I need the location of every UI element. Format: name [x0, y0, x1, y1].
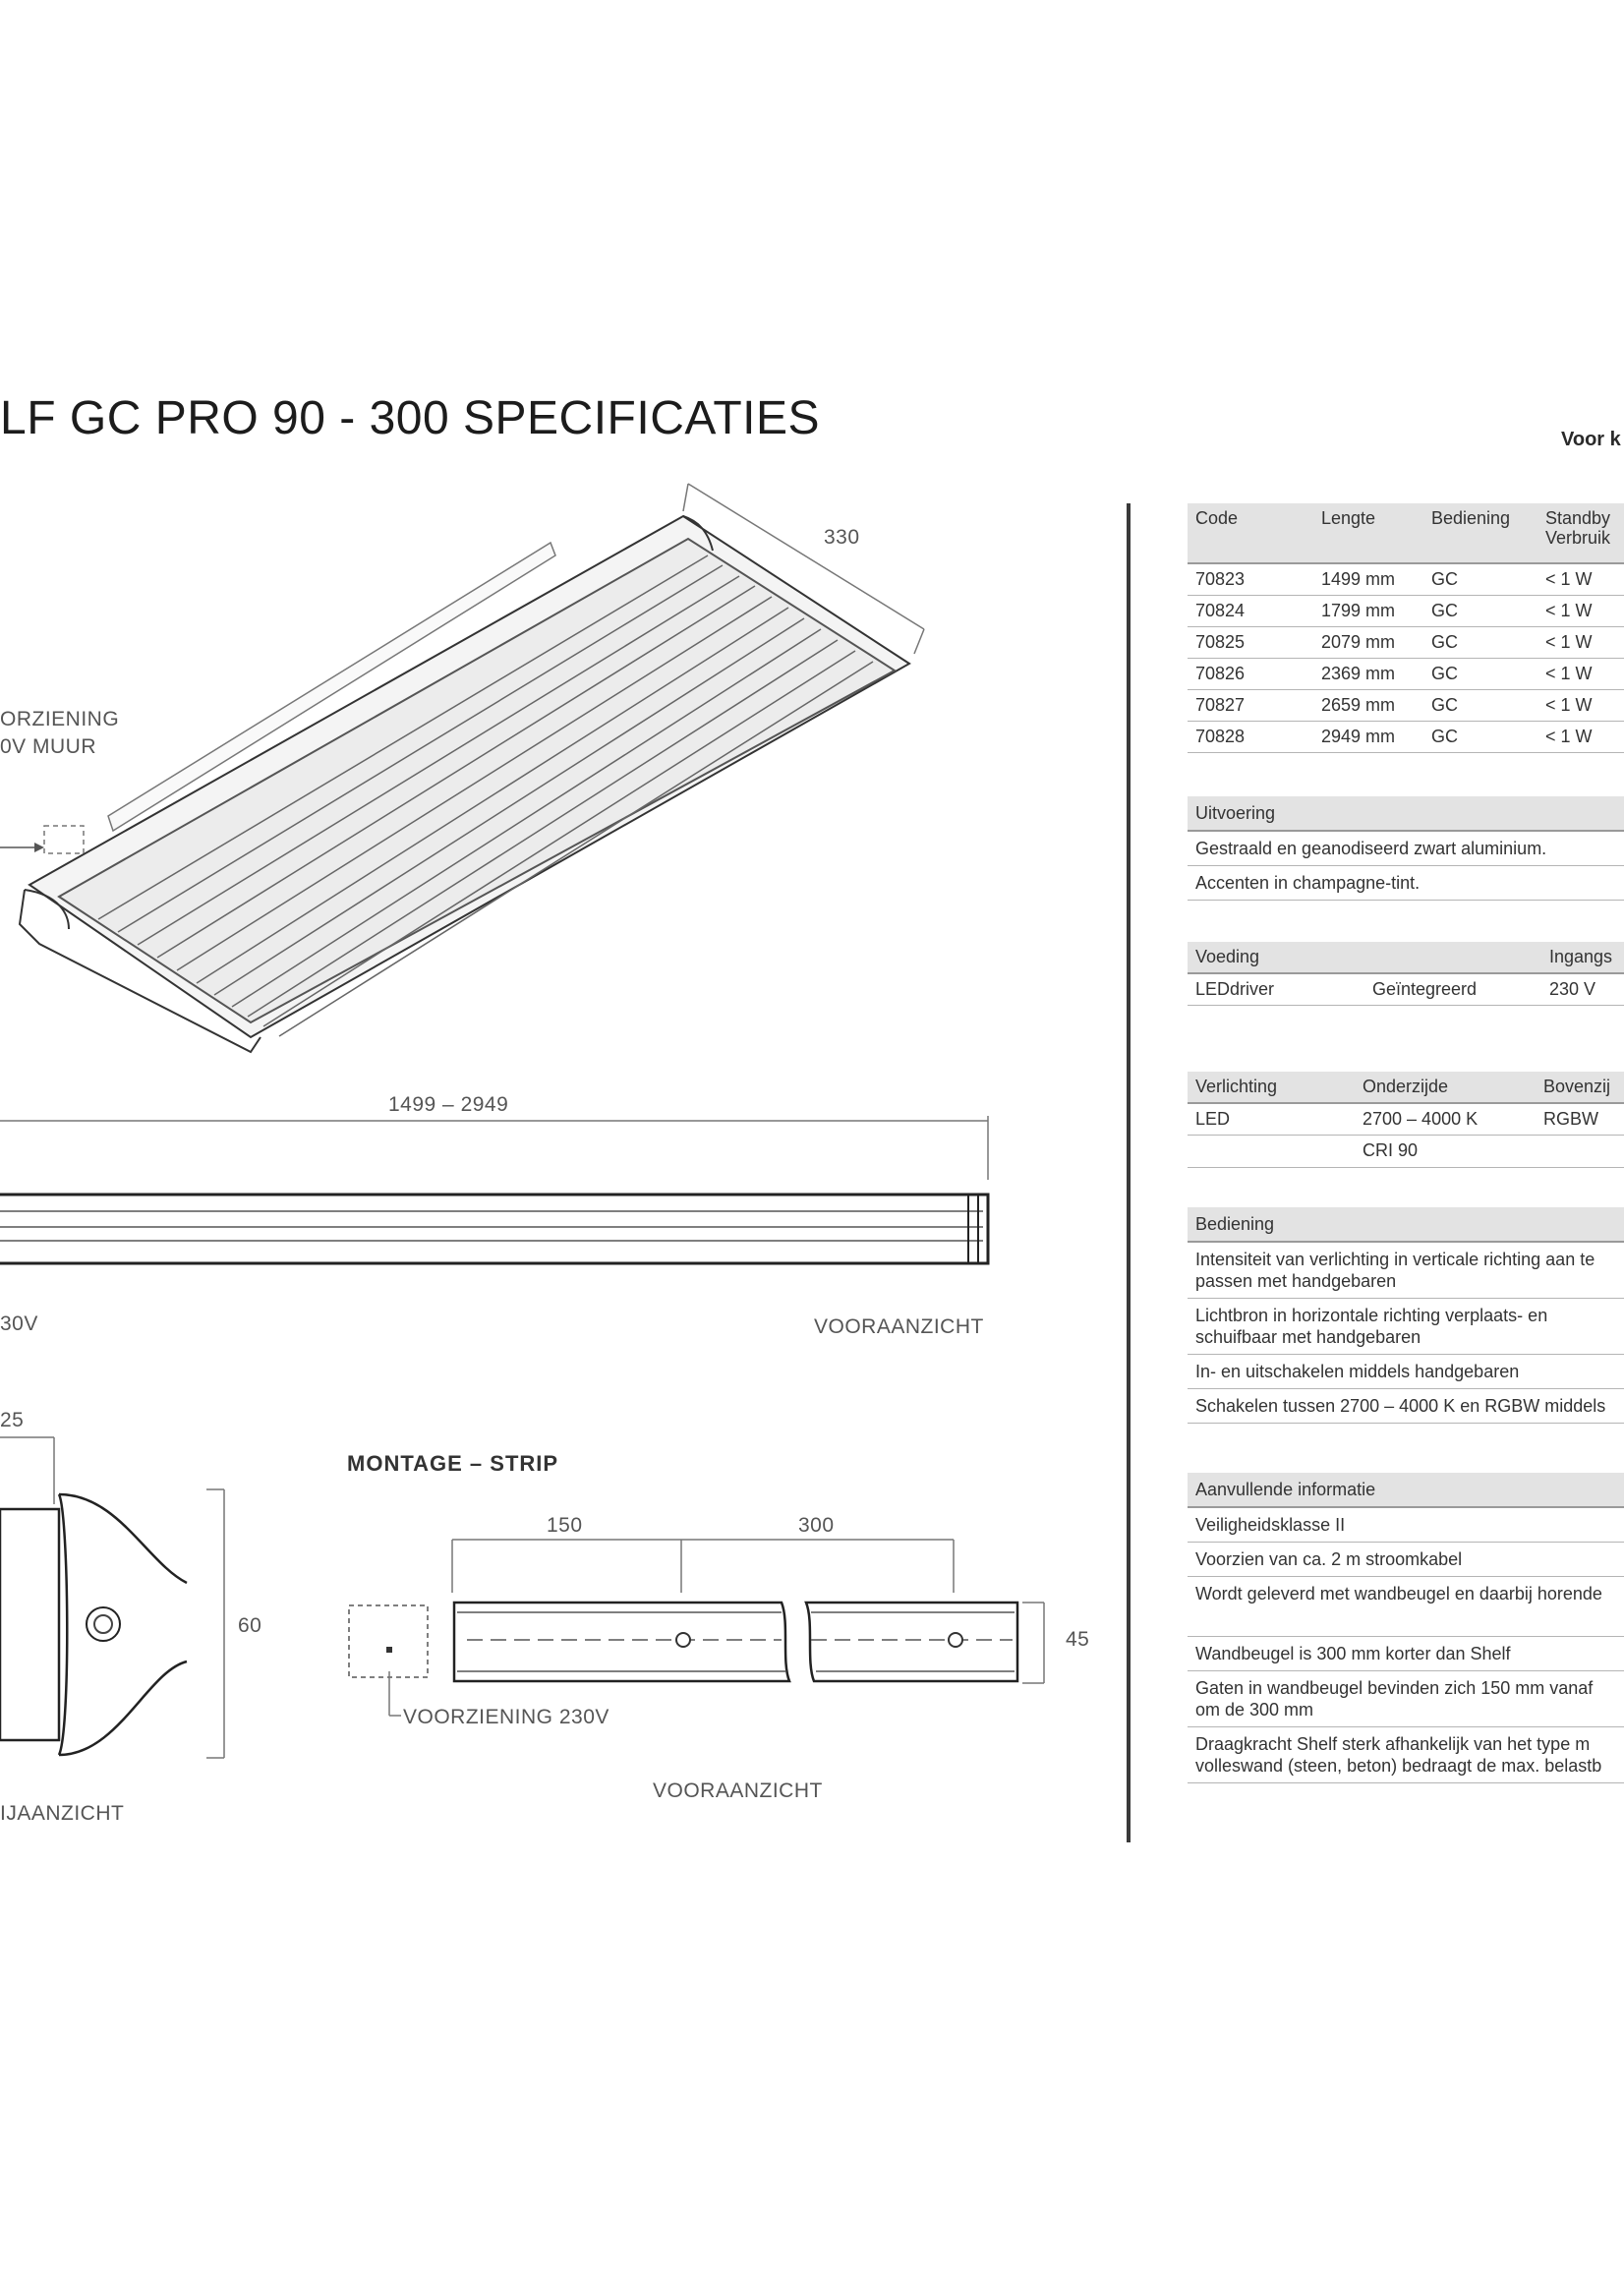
table-cell: GC: [1431, 601, 1458, 620]
header-cell: Uitvoering: [1195, 803, 1276, 823]
voltage-label: 30V: [0, 1312, 38, 1335]
montage-strip-title: MONTAGE – STRIP: [347, 1451, 559, 1476]
table-cell: < 1 W: [1545, 632, 1593, 652]
column-divider: [1127, 503, 1131, 1842]
table-cell: [1536, 1136, 1624, 1167]
table-row: [1188, 596, 1624, 627]
table-cell: Gaten in wandbeugel bevinden zich 150 mm vanaf om de 300 mm: [1195, 1678, 1594, 1720]
table-row: [1188, 722, 1624, 753]
header-cell: Lengte: [1321, 508, 1376, 528]
table-row: [1188, 1243, 1624, 1299]
table-row: [1188, 1389, 1624, 1424]
table-cell: GC: [1431, 569, 1458, 589]
header-cell: Bovenzij: [1543, 1077, 1611, 1096]
header-cell: Aanvullende informatie: [1195, 1480, 1376, 1499]
table-cell: Lichtbron in horizontale richting verplaats- en schuifbaar met handgebaren: [1195, 1306, 1548, 1347]
front-view-drawing: [0, 1116, 988, 1263]
product-codes-table: [1188, 503, 1624, 753]
table-cell: 2079 mm: [1321, 632, 1396, 652]
table-cell: [1188, 1136, 1355, 1167]
table-row: [1188, 1577, 1624, 1637]
table-cell: 70825: [1195, 632, 1246, 652]
table-row: [1188, 690, 1624, 722]
table-header: [1188, 1072, 1624, 1104]
dim-330-label: 330: [824, 526, 860, 549]
table-cell: Draagkracht Shelf sterk afhankelijk van het type m volleswand (steen, beton) bedraagt de max. belastb: [1195, 1734, 1602, 1776]
table-cell: Voorzien van ca. 2 m stroomkabel: [1195, 1549, 1463, 1569]
table-cell: < 1 W: [1545, 727, 1593, 746]
table-row: [1188, 1508, 1624, 1543]
table-cell: LEDdriver: [1195, 979, 1275, 999]
voeding-table: [1188, 942, 1624, 1006]
table-header: [1188, 503, 1624, 564]
table-cell: GC: [1431, 695, 1458, 715]
dim-150-label: 150: [547, 1514, 583, 1537]
montage-strip-drawing: [349, 1540, 1044, 1716]
table-row: [1188, 1543, 1624, 1577]
vooraanzicht-label: VOORAANZICHT: [814, 1315, 984, 1338]
table-cell: RGBW: [1543, 1109, 1598, 1129]
table-cell: < 1 W: [1545, 695, 1593, 715]
table-cell: CRI 90: [1363, 1140, 1419, 1160]
table-cell: Wandbeugel is 300 mm korter dan Shelf: [1195, 1644, 1511, 1663]
header-cell: Bediening: [1195, 1214, 1275, 1234]
table-cell: 2700 – 4000 K: [1363, 1109, 1479, 1129]
table-row: [1188, 866, 1624, 901]
page-title: LF GC PRO 90 - 300 SPECIFICATIES: [0, 392, 821, 444]
table-cell: 70824: [1195, 601, 1246, 620]
uitvoering-table: [1188, 796, 1624, 901]
table-cell: GC: [1431, 632, 1458, 652]
table-row: [1188, 564, 1624, 596]
voorziening-230v-label: VOORZIENING 230V: [403, 1706, 609, 1728]
table-cell: Intensiteit van verlichting in verticale richting aan te passen met handgebaren: [1195, 1250, 1595, 1291]
dim-60-label: 60: [238, 1614, 262, 1637]
table-cell: 230 V: [1549, 979, 1596, 999]
table-cell: LED: [1195, 1109, 1231, 1129]
table-row: [1188, 1355, 1624, 1389]
bediening-table: [1188, 1207, 1624, 1424]
table-header: [1188, 796, 1624, 832]
verlichting-table: [1188, 1072, 1624, 1168]
table-cell: In- en uitschakelen middels handgebaren: [1195, 1362, 1520, 1381]
header-cell: Voeding: [1195, 947, 1260, 966]
aanvullende-informatie-table: [1188, 1473, 1624, 1783]
dim-25-label: 25: [0, 1409, 25, 1431]
table-row: [1188, 1637, 1624, 1671]
header-cell: Standby Verbruik: [1545, 508, 1611, 548]
voorziening-label-line2: 0V MUUR: [0, 735, 97, 758]
table-cell: 70826: [1195, 664, 1246, 683]
dim-45-label: 45: [1066, 1628, 1090, 1651]
header-cell: Bediening: [1431, 508, 1511, 528]
dim-300-label: 300: [798, 1514, 835, 1537]
table-cell: 70823: [1195, 569, 1246, 589]
header-cell: Onderzijde: [1363, 1077, 1449, 1096]
vooraanzicht-montage-label: VOORAANZICHT: [653, 1779, 823, 1802]
table-header: [1188, 1207, 1624, 1243]
table-cell: 1499 mm: [1321, 569, 1396, 589]
table-row: [1188, 1727, 1624, 1783]
table-row: [1188, 1104, 1624, 1136]
table-cell: 70827: [1195, 695, 1246, 715]
table-row: [1188, 832, 1624, 866]
table-cell: 1799 mm: [1321, 601, 1396, 620]
table-cell: 70828: [1195, 727, 1246, 746]
header-cell: Ingangs: [1549, 947, 1613, 966]
table-row: [1188, 659, 1624, 690]
table-row: [1188, 974, 1624, 1006]
dim-length-label: 1499 – 2949: [388, 1093, 509, 1116]
header-cell: Code: [1195, 508, 1239, 528]
table-cell: GC: [1431, 664, 1458, 683]
isometric-shelf-drawing: [0, 484, 924, 1052]
table-cell: < 1 W: [1545, 601, 1593, 620]
table-row: [1188, 627, 1624, 659]
table-cell: < 1 W: [1545, 664, 1593, 683]
top-right-label: Voor k: [1561, 429, 1621, 450]
table-cell: 2949 mm: [1321, 727, 1396, 746]
header-cell: [1364, 942, 1541, 972]
table-cell: Gestraald en geanodiseerd zwart aluminium.: [1195, 839, 1547, 858]
table-cell: Schakelen tussen 2700 – 4000 K en RGBW middels: [1195, 1396, 1606, 1416]
table-cell: Wordt geleverd met wandbeugel en daarbij horende: [1195, 1584, 1602, 1603]
table-cell: 2659 mm: [1321, 695, 1396, 715]
header-cell: Verlichting: [1195, 1077, 1278, 1096]
table-cell: Veiligheidsklasse II: [1195, 1515, 1346, 1535]
voorziening-label-line1: ORZIENING: [0, 708, 120, 730]
zijaanzicht-label: IJAANZICHT: [0, 1802, 125, 1825]
table-cell: Geïntegreerd: [1372, 979, 1478, 999]
table-row: [1188, 1671, 1624, 1727]
side-view-drawing: [0, 1437, 224, 1758]
table-row: [1188, 1136, 1624, 1168]
table-cell: < 1 W: [1545, 569, 1593, 589]
table-cell: Accenten in champagne-tint.: [1195, 873, 1421, 893]
table-row: [1188, 1299, 1624, 1355]
table-cell: 2369 mm: [1321, 664, 1396, 683]
table-header: [1188, 942, 1624, 974]
table-header: [1188, 1473, 1624, 1508]
table-cell: GC: [1431, 727, 1458, 746]
